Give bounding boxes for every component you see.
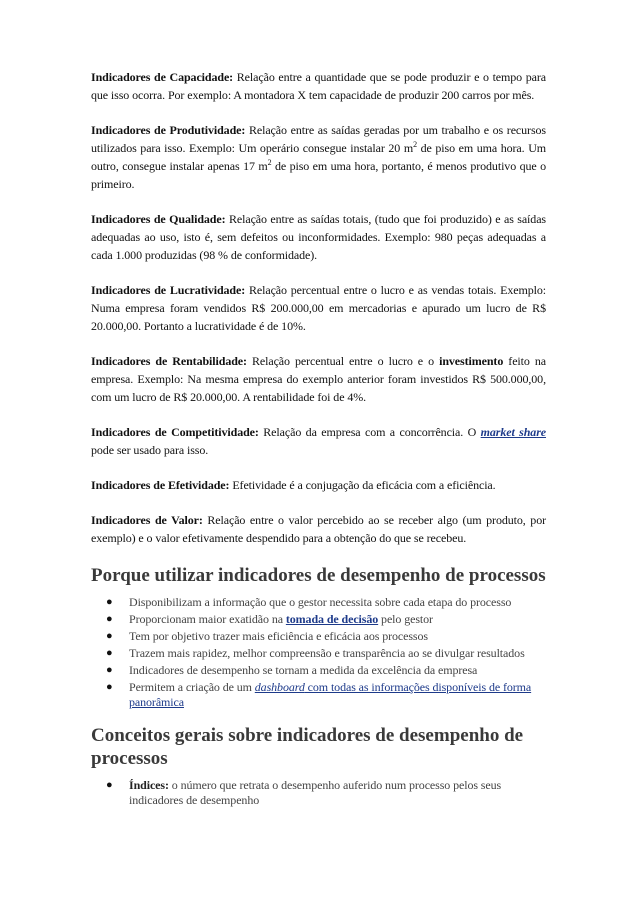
bullet-icon: ● — [106, 664, 113, 676]
term-qualidade: Indicadores de Qualidade: — [91, 212, 226, 226]
bold-investimento: investimento — [439, 354, 504, 368]
text-valor: Relação entre o valor percebido ao se receber algo (um produto, por exemplo) e o valor efetivamente despendido para a obtenção do que se recebeu. — [91, 513, 546, 545]
dashboard-link-rest[interactable]: com todas as informações disponíveis de forma panorâmica — [129, 680, 532, 709]
market-share-link[interactable]: market share — [480, 425, 547, 439]
text-competitividade-1: Relação da empresa com a concorrência. O — [258, 425, 481, 439]
list-item-text: Disponibilizam a informação que o gestor necessita sobre cada etapa do processo — [129, 595, 512, 609]
list-item — [91, 663, 546, 678]
paragraph-capacidade — [91, 68, 546, 104]
paragraph-qualidade — [91, 210, 546, 264]
list-item-text: pelo gestor — [378, 612, 433, 626]
bullet-list-porque — [91, 595, 546, 710]
text-produtividade-3: de piso em uma hora, portanto, é menos produtivo que o primeiro. — [91, 159, 546, 191]
term-indices: Índices: — [129, 778, 169, 792]
list-item-text: Permitem a criação de um — [129, 680, 255, 694]
bullet-icon: ● — [106, 613, 113, 625]
paragraph-competitividade — [91, 423, 546, 459]
text-produtividade-2: de piso em uma hora. Um outro, consegue instalar apenas 17 m — [91, 141, 546, 173]
term-lucratividade: Indicadores de Lucratividade: — [91, 283, 246, 297]
superscript-2: 2 — [267, 158, 272, 167]
list-item — [91, 595, 546, 610]
list-item-text: Indicadores de desempenho se tornam a medida da excelência da empresa — [129, 663, 478, 677]
list-item — [91, 778, 546, 808]
text-rentabilidade-2: feito na empresa. Exemplo: Na mesma empresa do exemplo anterior foram investidos R$ 500.000,00, com um lucro de R$ 20.000,00. A rentabilidade foi de 4%. — [91, 354, 546, 404]
paragraph-rentabilidade — [91, 352, 546, 406]
text-rentabilidade-1: Relação percentual entre o lucro e o — [246, 354, 440, 368]
heading-porque-utilizar: Porque utilizar indicadores de desempenho de processos — [91, 565, 546, 586]
list-item-text: Proporcionam maior exatidão na — [129, 612, 286, 626]
bullet-icon: ● — [106, 647, 113, 659]
paragraph-efetividade — [91, 476, 546, 494]
bullet-list-conceitos — [91, 778, 546, 808]
list-item-text: Trazem mais rapidez, melhor compreensão e transparência ao se divulgar resultados — [129, 646, 525, 660]
term-produtividade: Indicadores de Produtividade: — [91, 123, 246, 137]
term-competitividade: Indicadores de Competitividade: — [91, 425, 259, 439]
list-item — [91, 612, 546, 627]
heading-conceitos-gerais: Conceitos gerais sobre indicadores de desempenho de processos — [91, 725, 524, 769]
bullet-icon: ● — [106, 681, 113, 693]
list-item-text: o número que retrata o desempenho auferido num processo pelos seus indicadores de desempenho — [129, 778, 502, 807]
paragraph-produtividade — [91, 121, 546, 193]
text-competitividade-2: pode ser usado para isso. — [91, 443, 209, 457]
text-qualidade: Relação entre as saídas totais, (tudo que foi produzido) e as saídas adequadas ao uso, isto é, sem defeitos ou inconformidades. Exemplo: 980 peças adequadas a cada 1.000 produzidas (98 % de conformidade). — [91, 212, 546, 262]
term-efetividade: Indicadores de Efetividade: — [91, 478, 230, 492]
superscript-1: 2 — [413, 140, 417, 149]
list-item — [91, 629, 546, 644]
text-lucratividade: Relação percentual entre o lucro e as vendas totais. Exemplo: Numa empresa foram vendidos R$ 200.000,00 em mercadorias e apurado um lucro de R$ 20.000,00. Portanto a lucratividade é de 10%. — [91, 283, 546, 333]
list-item-text: Tem por objetivo trazer mais eficiência e eficácia aos processos — [129, 629, 428, 643]
bullet-icon: ● — [106, 630, 113, 642]
list-item — [91, 680, 546, 710]
term-valor: Indicadores de Valor: — [91, 513, 203, 527]
bullet-icon: ● — [106, 779, 113, 791]
term-capacidade: Indicadores de Capacidade: — [91, 70, 234, 84]
paragraph-valor — [91, 511, 546, 547]
list-item — [91, 646, 546, 661]
text-produtividade-1: Relação entre as saídas geradas por um trabalho e os recursos utilizados para isso. Exemplo: Um operário consegue instalar 20 m — [91, 123, 546, 155]
bullet-icon: ● — [106, 596, 113, 608]
term-rentabilidade: Indicadores de Rentabilidade: — [91, 354, 247, 368]
dashboard-link-italic[interactable]: dashboard — [254, 680, 305, 694]
paragraph-lucratividade — [91, 281, 546, 335]
text-efetividade: Efetividade é a conjugação da eficácia com a eficiência. — [229, 478, 496, 492]
tomada-de-decisao-link[interactable]: tomada de decisão — [285, 612, 379, 626]
text-capacidade: Relação entre a quantidade que se pode produzir e o tempo para que isso ocorra. Por exemplo: A montadora X tem capacidade de produzir 200 carros por mês. — [91, 70, 546, 102]
